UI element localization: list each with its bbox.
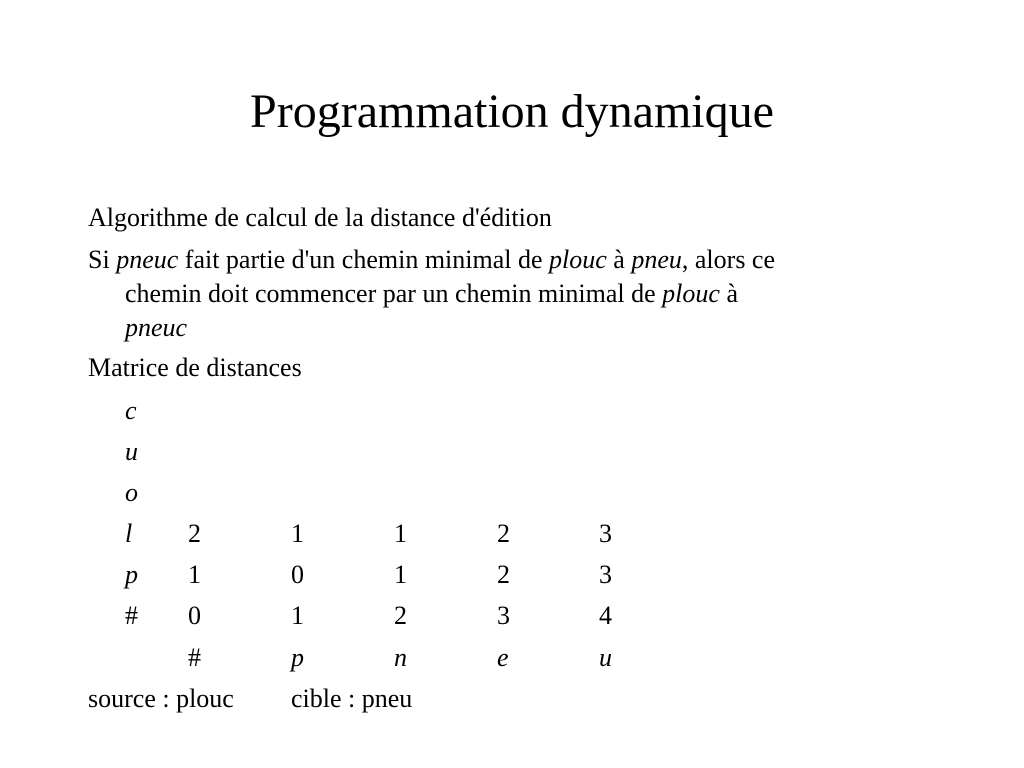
matrix-cell: 1 <box>291 601 304 630</box>
matrix-cell: 3 <box>599 560 612 589</box>
text-segment: fait partie d'un chemin minimal de <box>184 245 543 274</box>
matrix-cell: 0 <box>188 601 201 630</box>
matrix-cell: 3 <box>497 601 510 630</box>
col-label-hash: # <box>188 643 201 672</box>
matrix-cell: 2 <box>497 560 510 589</box>
source-label: source : plouc <box>88 684 234 713</box>
word-plouc: plouc <box>549 245 607 274</box>
paragraph-line-1 <box>88 243 775 277</box>
matrix-cell: 1 <box>188 560 201 589</box>
target-label: cible : pneu <box>291 684 413 713</box>
word-pneu: pneu <box>631 245 682 274</box>
row-label-c: c <box>125 396 137 425</box>
intro-line: Algorithme de calcul de la distance d'édition <box>88 203 552 232</box>
row-label-l: l <box>125 519 133 548</box>
paragraph-line-2 <box>125 277 738 311</box>
col-label-n: n <box>394 643 407 672</box>
matrix-heading: Matrice de distances <box>88 353 302 382</box>
matrix-cell: 1 <box>291 519 304 548</box>
row-label-hash: # <box>125 601 138 630</box>
matrix-cell: 1 <box>394 560 407 589</box>
text-segment-end: , alors ce <box>681 245 776 274</box>
word-a: à <box>613 245 625 274</box>
word-si: Si <box>88 245 110 274</box>
matrix-cell: 3 <box>599 519 612 548</box>
col-label-u: u <box>599 643 612 672</box>
word-pneuc: pneuc <box>116 245 179 274</box>
col-label-p: p <box>291 643 304 672</box>
row-label-p: p <box>125 560 138 589</box>
row-label-u: u <box>125 437 138 466</box>
col-label-e: e <box>497 643 509 672</box>
word-a-2: à <box>726 279 738 308</box>
slide-title: Programmation dynamique <box>250 85 774 138</box>
row-label-o: o <box>125 478 138 507</box>
matrix-cell: 2 <box>497 519 510 548</box>
text-segment-2: chemin doit commencer par un chemin minimal de <box>125 279 656 308</box>
matrix-cell: 4 <box>599 601 612 630</box>
matrix-cell: 0 <box>291 560 304 589</box>
paragraph-line-3: pneuc <box>125 313 188 342</box>
matrix-cell: 2 <box>394 601 407 630</box>
word-plouc-2: plouc <box>662 279 720 308</box>
matrix-cell: 2 <box>188 519 201 548</box>
matrix-cell: 1 <box>394 519 407 548</box>
